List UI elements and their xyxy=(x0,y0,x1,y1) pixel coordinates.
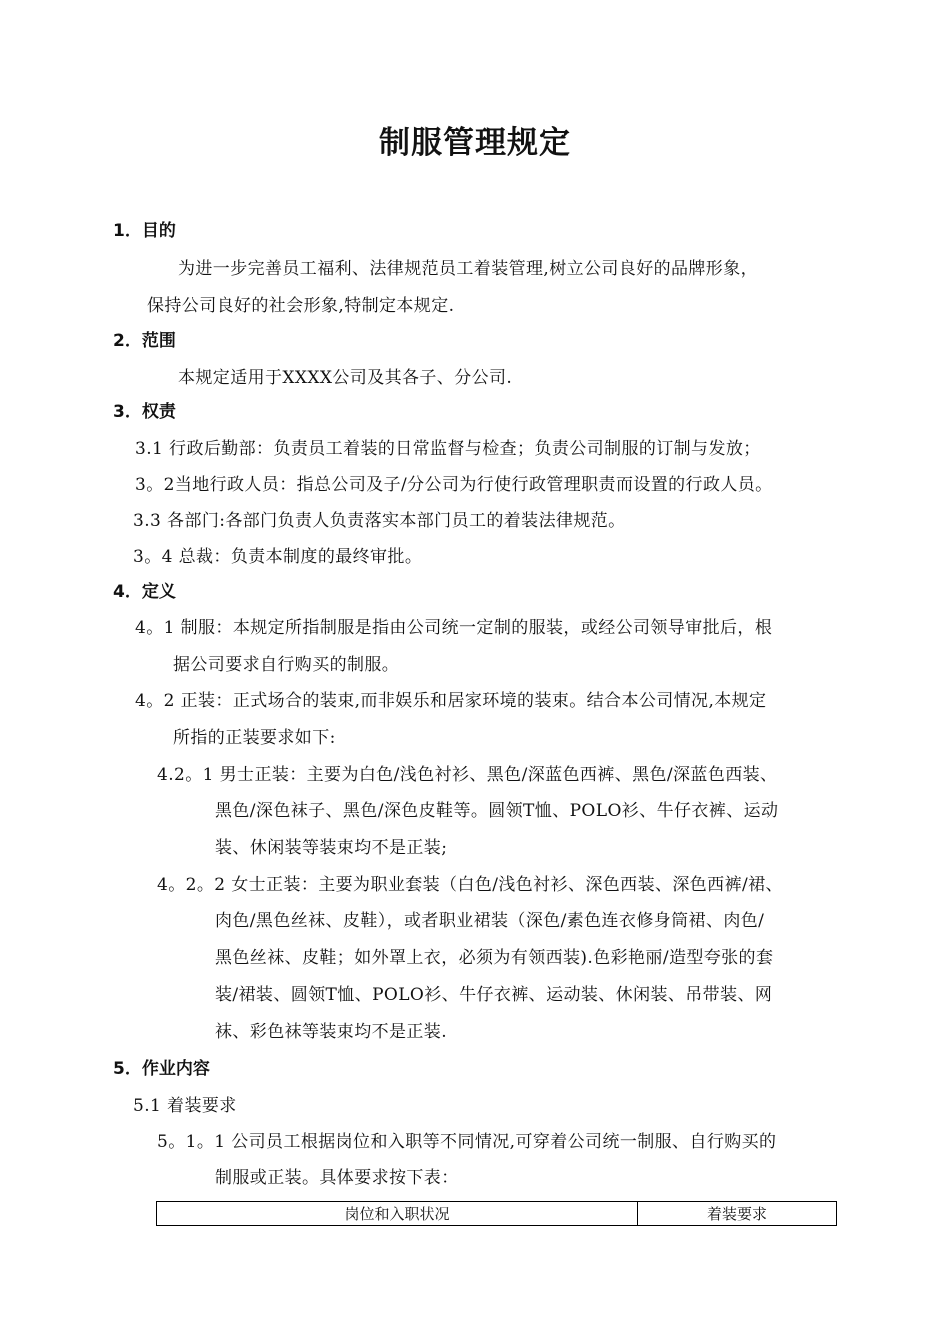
womens-formal-line-2: 肉色/黑色丝袜、皮鞋），或者职业裙装（深色/素色连衣修身筒裙、肉色/ xyxy=(215,911,765,931)
responsibility-item-3-3: 3.3 各部门:各部门负责人负责落实本部门员工的着装法律规范。 xyxy=(133,511,626,531)
table-header-dress-requirement: 着装要求 xyxy=(638,1202,837,1226)
purpose-paragraph-line-1: 为进一步完善员工福利、法律规范员工着装管理,树立公司良好的品牌形象， xyxy=(178,259,759,279)
womens-formal-line-1: 4。2。2 女士正装：主要为职业套装（白色/浅色衬衫、深色西装、深色西裤/裙、 xyxy=(157,875,783,895)
definition-4-1-line-1: 4。1 制服：本规定所指制服是指由公司统一定制的服装，或经公司领导审批后，根 xyxy=(135,618,773,638)
mens-formal-line-2: 黑色/深色袜子、黑色/深色皮鞋等。圆领T恤、POLO衫、牛仔衣裤、运动 xyxy=(215,801,779,821)
scope-paragraph: 本规定适用于XXXX公司及其各子、分公司. xyxy=(178,368,513,388)
responsibility-item-3-4: 3。4 总裁：负责本制度的最终审批。 xyxy=(133,547,423,567)
section-heading-definition: 4．定义 xyxy=(113,582,176,602)
womens-formal-line-5: 袜、彩色袜等装束均不是正装. xyxy=(215,1022,448,1042)
responsibility-item-3-2: 3。2当地行政人员：指总公司及子/分公司为行使行政管理职责而设置的行政人员。 xyxy=(135,475,773,495)
mens-formal-line-3: 装、休闲装等装束均不是正装; xyxy=(215,838,448,858)
subsection-dress-requirements: 5.1 着装要求 xyxy=(133,1096,237,1116)
womens-formal-line-4: 装/裙装、圆领T恤、POLO衫、牛仔衣裤、运动装、休闲装、吊带装、网 xyxy=(215,985,773,1005)
definition-4-2-line-1: 4。2 正装：正式场合的装束,而非娱乐和居家环境的装束。结合本公司情况,本规定 xyxy=(135,691,767,711)
dress-requirements-table xyxy=(156,1201,837,1226)
dress-requirement-5-1-1-line-1: 5。1。1 公司员工根据岗位和入职等不同情况,可穿着公司统一制服、自行购买的 xyxy=(157,1132,777,1152)
dress-requirement-5-1-1-line-2: 制服或正装。具体要求按下表： xyxy=(215,1168,459,1188)
womens-formal-line-3: 黑色丝袜、皮鞋；如外罩上衣，必须为有领西装).色彩艳丽/造型夸张的套 xyxy=(215,948,774,968)
mens-formal-line-1: 4.2。1 男士正装：主要为白色/浅色衬衫、黑色/深蓝色西裤、黑色/深蓝色西装、 xyxy=(157,765,778,785)
table-header-row xyxy=(157,1202,837,1226)
section-heading-scope: 2．范围 xyxy=(113,331,176,351)
definition-4-1-line-2: 据公司要求自行购买的制服。 xyxy=(173,655,400,675)
page-title: 制服管理规定 xyxy=(379,125,571,161)
responsibility-item-3-1: 3.1 行政后勤部：负责员工着装的日常监督与检查；负责公司制服的订制与发放； xyxy=(135,439,761,459)
section-heading-responsibility: 3．权责 xyxy=(113,402,176,422)
table-header-position-status: 岗位和入职状况 xyxy=(157,1202,638,1226)
purpose-paragraph-line-2: 保持公司良好的社会形象,特制定本规定. xyxy=(147,296,455,316)
definition-4-2-line-2: 所指的正装要求如下: xyxy=(173,728,336,748)
section-heading-operations: 5．作业内容 xyxy=(113,1059,210,1079)
section-heading-purpose: 1．目的 xyxy=(113,221,176,241)
